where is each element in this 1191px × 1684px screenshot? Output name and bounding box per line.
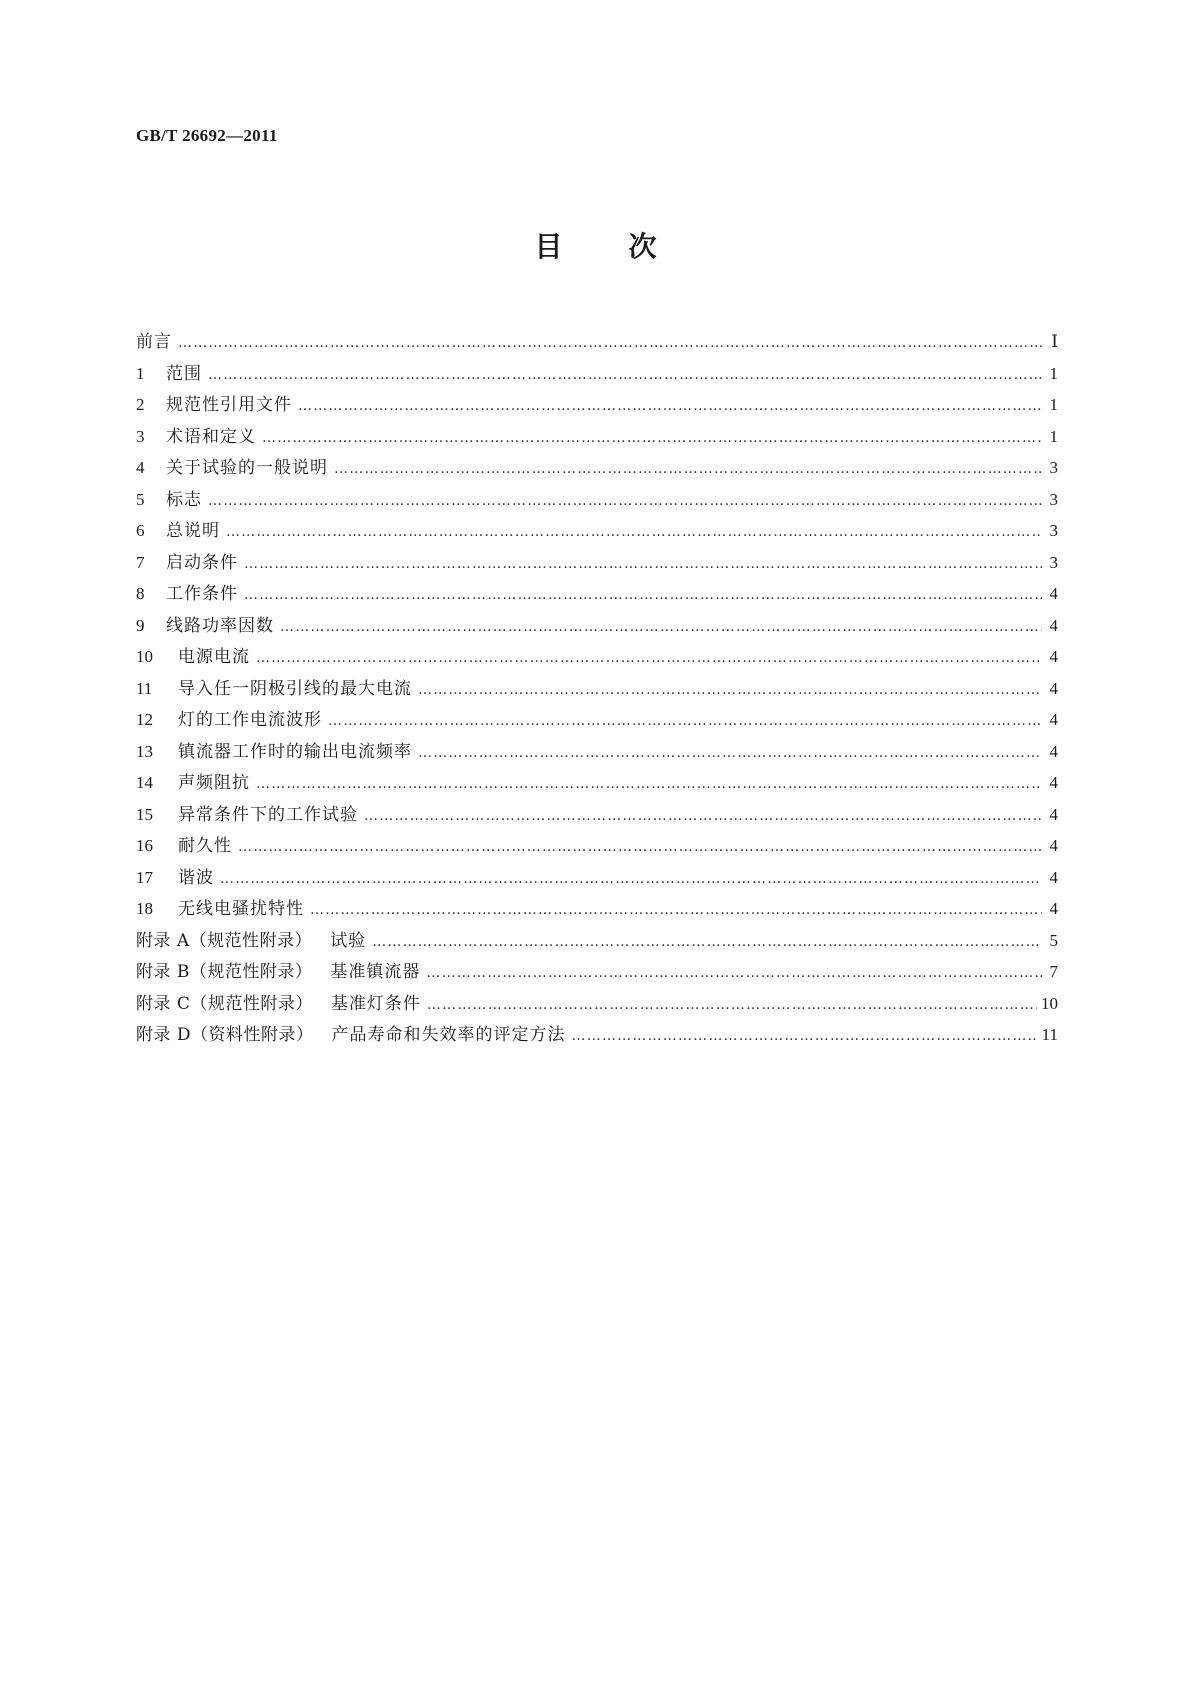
toc-entry-label: 前言 <box>136 332 172 352</box>
toc-leader-dots <box>226 517 1042 547</box>
toc-entry-page: 3 <box>1049 521 1058 540</box>
toc-entry-label: 声频阻抗 <box>178 773 250 793</box>
toc-entry-page: 4 <box>1049 836 1058 855</box>
toc-entry-page: 1 <box>1049 363 1058 383</box>
toc-entry-number: 8 <box>136 584 145 603</box>
toc-entry[interactable] <box>136 893 1058 925</box>
toc-entry-label: 术语和定义 <box>166 426 256 447</box>
toc-entry[interactable] <box>136 704 1058 736</box>
toc-entry-page: 4 <box>1049 867 1058 887</box>
toc-entry-label: 产品寿命和失效率的评定方法 <box>331 1025 566 1045</box>
toc-entry-number: 3 <box>136 426 145 446</box>
toc-entry-number: 9 <box>136 615 145 635</box>
toc-entry-page: 4 <box>1049 804 1058 824</box>
toc-entry-page: 3 <box>1049 552 1058 572</box>
toc-leader-dots <box>208 360 1042 390</box>
toc-entry[interactable] <box>136 736 1058 768</box>
toc-entry[interactable] <box>136 389 1058 421</box>
toc-entry-page: 5 <box>1049 930 1058 950</box>
toc-entry-label: 启动条件 <box>166 552 238 573</box>
toc-entry-number: 2 <box>136 395 145 414</box>
toc-entry[interactable] <box>136 578 1058 610</box>
toc-entry-number: 18 <box>136 899 153 918</box>
toc-entry-appendix-c[interactable] <box>136 988 1058 1020</box>
toc-entry-number: 16 <box>136 836 153 855</box>
toc-entry-number: 6 <box>136 521 145 540</box>
toc-entry[interactable] <box>136 358 1058 390</box>
toc-leader-dots <box>418 738 1042 768</box>
toc-entry-number: 11 <box>136 678 153 698</box>
toc-entry-page: 4 <box>1049 678 1058 698</box>
toc-entry-page: 1 <box>1049 426 1058 446</box>
toc-leader-dots <box>572 1021 1038 1051</box>
toc-entry[interactable] <box>136 767 1058 799</box>
toc-appendix-prefix: 附录 D（资料性附录） <box>136 1025 314 1045</box>
toc-entry-appendix-b[interactable] <box>136 956 1058 988</box>
toc-leader-dots <box>280 612 1042 642</box>
toc-entry-label: 规范性引用文件 <box>166 395 292 415</box>
toc-entry-page: 3 <box>1049 458 1058 477</box>
toc-entry[interactable] <box>136 452 1058 484</box>
toc-entry-label: 线路功率因数 <box>166 615 274 636</box>
toc-leader-dots <box>256 769 1042 799</box>
toc-entry-label: 灯的工作电流波形 <box>178 710 322 730</box>
toc-entry-label: 导入任一阴极引线的最大电流 <box>178 678 412 699</box>
toc-entry-number: 17 <box>136 867 153 887</box>
toc-entry-page: 4 <box>1049 741 1058 761</box>
toc-entry-label: 基准镇流器 <box>330 962 421 982</box>
toc-entry-appendix-a[interactable] <box>136 925 1058 957</box>
toc-leader-dots <box>334 454 1042 484</box>
toc-entry-label: 工作条件 <box>166 584 238 604</box>
toc-entry-label: 异常条件下的工作试验 <box>178 804 358 825</box>
toc-entry-foreword[interactable] <box>136 326 1058 358</box>
toc-entry[interactable] <box>136 641 1058 673</box>
toc-entry-number: 12 <box>136 710 153 729</box>
toc-leader-dots <box>238 832 1042 862</box>
toc-entry-label: 无线电骚扰特性 <box>178 899 304 919</box>
toc-entry-label: 范围 <box>166 363 202 384</box>
toc-leader-dots <box>310 895 1042 925</box>
toc-entry[interactable] <box>136 421 1058 453</box>
toc-entry-number: 1 <box>136 363 145 383</box>
toc-entry-label: 镇流器工作时的输出电流频率 <box>178 741 412 762</box>
toc-entry-page: Ⅰ <box>1051 332 1058 351</box>
toc-entry-page: 4 <box>1049 710 1058 729</box>
toc-entry-page: 11 <box>1041 1025 1058 1044</box>
toc-entry-label: 标志 <box>166 489 202 510</box>
toc-appendix-prefix: 附录 C（规范性附录） <box>136 993 313 1014</box>
toc-entry-page: 7 <box>1049 962 1058 981</box>
toc-leader-dots <box>178 328 1042 358</box>
toc-entry-number: 14 <box>136 773 153 792</box>
toc-entry-appendix-d[interactable] <box>136 1019 1058 1051</box>
toc-entry-page: 10 <box>1041 993 1058 1013</box>
toc-leader-dots <box>262 423 1042 453</box>
toc-entry-label: 谐波 <box>178 867 214 888</box>
toc-leader-dots <box>372 927 1042 957</box>
toc-entry-page: 4 <box>1049 584 1058 603</box>
toc-leader-dots <box>426 958 1042 988</box>
toc-entry-number: 13 <box>136 741 153 761</box>
toc-entry[interactable] <box>136 547 1058 579</box>
table-of-contents <box>136 326 1058 1051</box>
toc-entry-number: 15 <box>136 804 153 824</box>
toc-leader-dots <box>256 643 1042 673</box>
toc-entry-label: 试验 <box>330 930 367 951</box>
toc-entry-number: 5 <box>136 489 145 509</box>
toc-entry[interactable] <box>136 799 1058 831</box>
toc-leader-dots <box>418 675 1042 705</box>
toc-entry[interactable] <box>136 830 1058 862</box>
toc-entry-number: 10 <box>136 647 153 666</box>
toc-leader-dots <box>208 486 1042 516</box>
toc-entry-number: 4 <box>136 458 145 477</box>
toc-entry[interactable] <box>136 610 1058 642</box>
toc-entry-label: 总说明 <box>166 521 220 541</box>
toc-entry-number: 7 <box>136 552 145 572</box>
toc-entry[interactable] <box>136 673 1058 705</box>
page-title: 目次 <box>534 230 723 263</box>
toc-leader-dots <box>244 549 1042 579</box>
toc-entry-label: 电源电流 <box>178 647 250 667</box>
toc-entry-page: 3 <box>1049 489 1058 509</box>
toc-leader-dots <box>364 801 1042 831</box>
toc-leader-dots <box>244 580 1042 610</box>
toc-entry-label: 基准灯条件 <box>330 993 421 1014</box>
toc-appendix-prefix: 附录 B（规范性附录） <box>136 962 313 982</box>
toc-entry-label: 关于试验的一般说明 <box>166 458 328 478</box>
toc-entry-page: 4 <box>1049 647 1058 666</box>
toc-entry-page: 4 <box>1049 615 1058 635</box>
toc-entry-page: 1 <box>1049 395 1058 414</box>
toc-entry[interactable] <box>136 862 1058 894</box>
toc-leader-dots <box>328 706 1042 736</box>
toc-entry-page: 4 <box>1049 773 1058 792</box>
toc-leader-dots <box>220 864 1042 894</box>
toc-entry[interactable] <box>136 515 1058 547</box>
standard-number: GB/T 26692—2011 <box>136 126 278 145</box>
toc-entry-label: 耐久性 <box>178 836 232 856</box>
toc-leader-dots <box>298 391 1042 421</box>
toc-entry-page: 4 <box>1049 899 1058 918</box>
toc-entry[interactable] <box>136 484 1058 516</box>
toc-appendix-prefix: 附录 A（规范性附录） <box>136 930 313 951</box>
toc-leader-dots <box>427 990 1037 1020</box>
